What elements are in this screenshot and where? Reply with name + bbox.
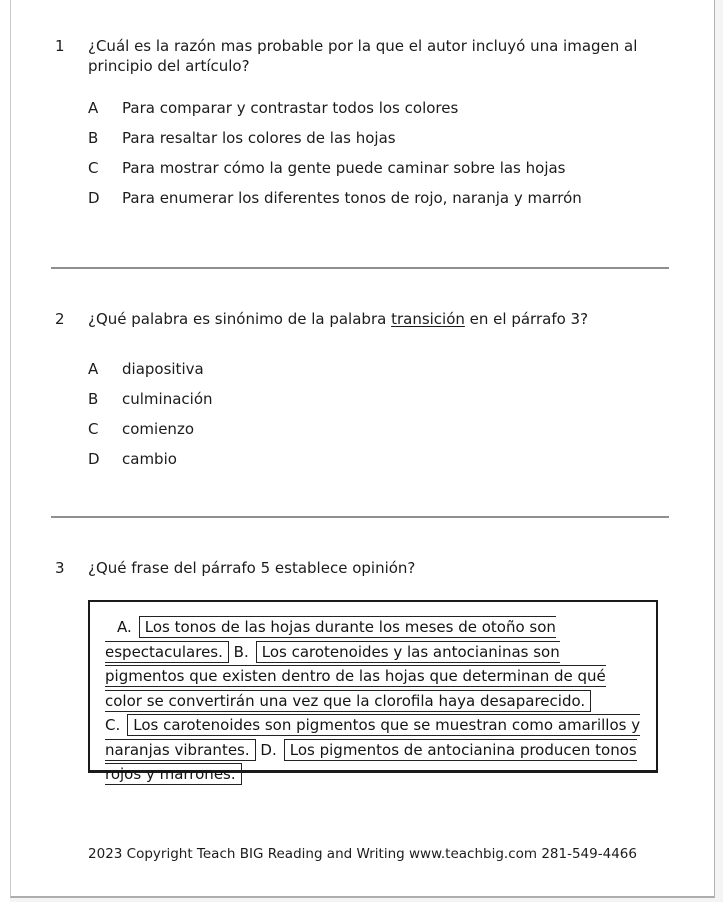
option-letter: D: [88, 189, 100, 207]
question-2-number: 2: [55, 310, 65, 328]
question-1-number: 1: [55, 37, 65, 55]
worksheet-page: [10, 0, 715, 898]
page-edge-bottom: [10, 898, 715, 902]
phrase-option-c[interactable]: Los carotenoides son pigmentos que se muestran como amarillos y naranjas vibrantes.: [105, 716, 641, 759]
hot-text-paragraph: [90, 602, 656, 787]
question-1-option-a[interactable]: [88, 98, 582, 118]
phrase-label-d: D.: [260, 740, 277, 759]
phrase-option-d[interactable]: Los pigmentos de antocianina producen tonos rojos y marrones.: [105, 740, 637, 783]
option-letter: C: [88, 420, 99, 438]
question-2-option-c[interactable]: [88, 419, 213, 439]
underlined-word: transición: [391, 310, 465, 328]
option-text: Para mostrar cómo la gente puede caminar sobre las hojas: [122, 159, 566, 177]
option-text: diapositiva: [122, 360, 204, 378]
question-2-option-d[interactable]: [88, 449, 213, 469]
option-text: Para comparar y contrastar todos los colores: [122, 99, 459, 117]
option-text: comienzo: [122, 420, 194, 438]
hot-text-answer-box: [88, 600, 658, 783]
option-letter: D: [88, 450, 100, 468]
option-letter: A: [88, 360, 99, 378]
phrase-option-a[interactable]: Los tonos de las hojas durante los meses de otoño son espectaculares.: [105, 618, 556, 661]
question-3-text: ¿Qué frase del párrafo 5 establece opinión?: [88, 559, 416, 577]
section-divider: [51, 267, 669, 269]
option-letter: B: [88, 129, 99, 147]
copyright-footer: 2023 Copyright Teach BIG Reading and Writing www.teachbig.com 281-549-4466: [88, 846, 637, 862]
page-edge-right: [715, 0, 723, 902]
question-3-number: 3: [55, 559, 65, 577]
phrase-label-b: B.: [233, 642, 249, 661]
question-2: [55, 309, 698, 329]
option-text: Para enumerar los diferentes tonos de rojo, naranja y marrón: [122, 189, 582, 207]
question-2-options: [88, 359, 213, 479]
option-text: culminación: [122, 390, 213, 408]
option-text: cambio: [122, 450, 177, 468]
question-1: [55, 36, 698, 76]
option-letter: C: [88, 159, 99, 177]
question-1-text: ¿Cuál es la razón mas probable por la que el autor incluyó una imagen al principio del artículo?: [88, 37, 638, 75]
question-1-option-b[interactable]: [88, 128, 582, 148]
phrase-label-a: A.: [117, 618, 132, 636]
phrase-label-c: C.: [105, 716, 121, 734]
option-text: Para resaltar los colores de las hojas: [122, 129, 396, 147]
question-2-text: ¿Qué palabra es sinónimo de la palabra transición en el párrafo 3?: [88, 310, 589, 328]
section-divider: [51, 516, 669, 518]
question-3: [55, 558, 698, 578]
question-1-option-c[interactable]: [88, 158, 582, 178]
question-2-option-a[interactable]: [88, 359, 213, 379]
phrase-option-b[interactable]: Los carotenoides y las antocianinas son pigmentos que existen dentro de las hojas que determinan de qué color se convertirán una vez que la clorofila haya desaparecido.: [105, 642, 606, 710]
question-1-option-d[interactable]: [88, 188, 582, 208]
question-1-options: [88, 98, 582, 218]
question-2-option-b[interactable]: [88, 389, 213, 409]
option-letter: B: [88, 390, 99, 408]
option-letter: A: [88, 99, 99, 117]
